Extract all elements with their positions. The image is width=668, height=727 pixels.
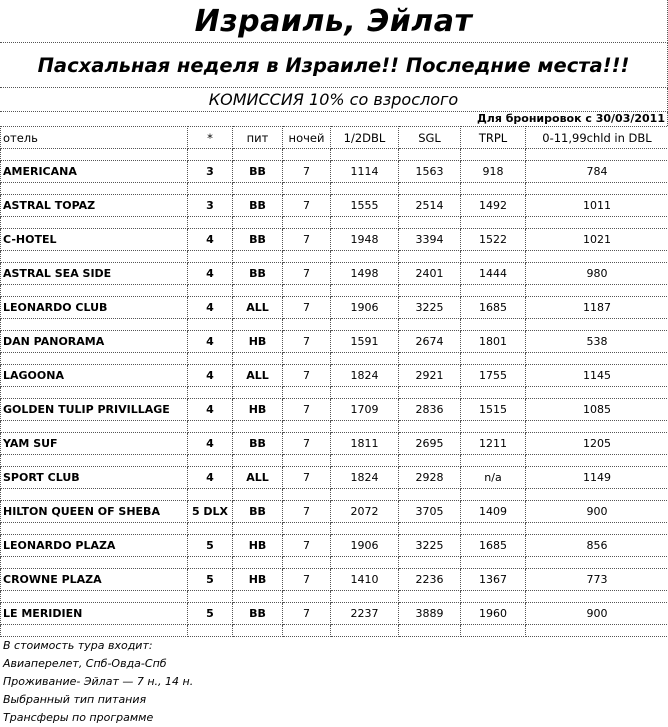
cell-meal: BB: [233, 433, 283, 455]
cell-nights: 7: [283, 229, 331, 251]
cell-stars: 3: [188, 195, 233, 217]
cell-hotel: ASTRAL TOPAZ: [1, 195, 188, 217]
empty-cell: [526, 319, 668, 331]
cell-child-dbl: 856: [526, 535, 668, 557]
column-header-nights: ночей: [283, 127, 331, 149]
cell-sgl: 3394: [399, 229, 461, 251]
cell-trpl: 1522: [461, 229, 526, 251]
hotel-price-table: [0, 126, 668, 637]
cell-hotel: DAN PANORAMA: [1, 331, 188, 353]
cell-hotel: YAM SUF: [1, 433, 188, 455]
spacer-row: [1, 251, 668, 263]
cell-stars: 5: [188, 603, 233, 625]
footer-line: Проживание- Эйлат — 7 н., 14 н.: [3, 673, 668, 691]
empty-cell: [233, 251, 283, 263]
empty-cell: [399, 489, 461, 501]
cell-trpl: n/a: [461, 467, 526, 489]
cell-nights: 7: [283, 161, 331, 183]
cell-hotel: LE MERIDIEN: [1, 603, 188, 625]
table-row: [1, 195, 668, 217]
empty-cell: [331, 557, 399, 569]
empty-cell: [188, 591, 233, 603]
cell-half-dbl: 1824: [331, 467, 399, 489]
cell-trpl: 1492: [461, 195, 526, 217]
empty-cell: [526, 387, 668, 399]
empty-cell: [233, 353, 283, 365]
cell-trpl: 1960: [461, 603, 526, 625]
cell-sgl: 2695: [399, 433, 461, 455]
empty-cell: [1, 319, 188, 331]
cell-half-dbl: 2072: [331, 501, 399, 523]
empty-cell: [331, 285, 399, 297]
empty-cell: [233, 489, 283, 501]
empty-cell: [461, 149, 526, 161]
empty-cell: [1, 489, 188, 501]
cell-hotel: CROWNE PLAZA: [1, 569, 188, 591]
cell-meal: ALL: [233, 467, 283, 489]
empty-cell: [331, 625, 399, 637]
empty-cell: [461, 489, 526, 501]
empty-cell: [283, 353, 331, 365]
spacer-row: [1, 455, 668, 467]
empty-cell: [233, 523, 283, 535]
table-header-row: [1, 127, 668, 149]
cell-stars: 4: [188, 331, 233, 353]
cell-child-dbl: 1187: [526, 297, 668, 319]
empty-cell: [526, 251, 668, 263]
cell-hotel: LAGOONA: [1, 365, 188, 387]
spacer-row: [1, 489, 668, 501]
empty-cell: [399, 557, 461, 569]
empty-cell: [188, 217, 233, 229]
spacer-row: [1, 523, 668, 535]
empty-cell: [331, 421, 399, 433]
empty-cell: [461, 455, 526, 467]
empty-cell: [461, 557, 526, 569]
empty-cell: [331, 489, 399, 501]
empty-cell: [1, 251, 188, 263]
cell-meal: BB: [233, 229, 283, 251]
cell-sgl: 1563: [399, 161, 461, 183]
empty-cell: [399, 625, 461, 637]
cell-meal: HB: [233, 399, 283, 421]
page-title: Израиль, Эйлат: [0, 0, 668, 43]
commission-note: КОМИССИЯ 10% со взрослого: [0, 88, 668, 112]
empty-cell: [526, 625, 668, 637]
cell-stars: 5: [188, 569, 233, 591]
empty-cell: [399, 353, 461, 365]
empty-cell: [399, 421, 461, 433]
empty-cell: [1, 421, 188, 433]
cell-trpl: 1685: [461, 535, 526, 557]
table-row: [1, 467, 668, 489]
cell-stars: 4: [188, 467, 233, 489]
cell-child-dbl: 1011: [526, 195, 668, 217]
cell-meal: ALL: [233, 365, 283, 387]
cell-hotel: SPORT CLUB: [1, 467, 188, 489]
cell-nights: 7: [283, 399, 331, 421]
cell-nights: 7: [283, 433, 331, 455]
cell-hotel: HILTON QUEEN OF SHEBA: [1, 501, 188, 523]
spacer-row: [1, 183, 668, 195]
cell-sgl: 2514: [399, 195, 461, 217]
empty-cell: [526, 183, 668, 195]
spacer-row: [1, 387, 668, 399]
empty-cell: [188, 387, 233, 399]
table-row: [1, 433, 668, 455]
empty-cell: [233, 319, 283, 331]
cell-trpl: 1211: [461, 433, 526, 455]
cell-nights: 7: [283, 263, 331, 285]
cell-half-dbl: 1811: [331, 433, 399, 455]
empty-cell: [1, 625, 188, 637]
empty-cell: [526, 455, 668, 467]
spacer-row: [1, 319, 668, 331]
empty-cell: [188, 557, 233, 569]
empty-cell: [461, 251, 526, 263]
cell-trpl: 1801: [461, 331, 526, 353]
empty-cell: [283, 591, 331, 603]
empty-cell: [399, 285, 461, 297]
empty-cell: [233, 149, 283, 161]
cell-sgl: 2928: [399, 467, 461, 489]
cell-nights: 7: [283, 535, 331, 557]
table-row: [1, 297, 668, 319]
column-header-meal: пит: [233, 127, 283, 149]
empty-cell: [461, 285, 526, 297]
cell-sgl: 2674: [399, 331, 461, 353]
cell-child-dbl: 773: [526, 569, 668, 591]
empty-cell: [399, 523, 461, 535]
empty-cell: [461, 319, 526, 331]
empty-cell: [188, 285, 233, 297]
empty-cell: [461, 387, 526, 399]
cell-trpl: 1515: [461, 399, 526, 421]
empty-cell: [283, 523, 331, 535]
cell-half-dbl: 1906: [331, 535, 399, 557]
cell-sgl: 3705: [399, 501, 461, 523]
table-row: [1, 535, 668, 557]
cell-hotel: GOLDEN TULIP PRIVILLAGE: [1, 399, 188, 421]
empty-cell: [399, 183, 461, 195]
cell-meal: BB: [233, 161, 283, 183]
empty-cell: [233, 455, 283, 467]
cell-trpl: 1409: [461, 501, 526, 523]
footer-line: Авиаперелет, Спб-Овда-Спб: [3, 655, 668, 673]
cell-trpl: 1367: [461, 569, 526, 591]
empty-cell: [188, 319, 233, 331]
footer-line: В стоимость тура входит:: [3, 637, 668, 655]
table-row: [1, 161, 668, 183]
cell-meal: HB: [233, 535, 283, 557]
column-header-stars: *: [188, 127, 233, 149]
empty-cell: [233, 285, 283, 297]
spacer-row: [1, 557, 668, 569]
empty-cell: [461, 183, 526, 195]
cell-hotel: LEONARDO PLAZA: [1, 535, 188, 557]
empty-cell: [399, 591, 461, 603]
cell-half-dbl: 1824: [331, 365, 399, 387]
empty-cell: [331, 523, 399, 535]
cell-nights: 7: [283, 297, 331, 319]
empty-cell: [331, 217, 399, 229]
table-row: [1, 331, 668, 353]
empty-cell: [331, 183, 399, 195]
empty-cell: [233, 387, 283, 399]
cell-sgl: 3889: [399, 603, 461, 625]
empty-cell: [233, 217, 283, 229]
spacer-row: [1, 421, 668, 433]
cell-stars: 4: [188, 229, 233, 251]
empty-cell: [526, 489, 668, 501]
spacer-row: [1, 591, 668, 603]
empty-cell: [283, 387, 331, 399]
empty-cell: [461, 217, 526, 229]
cell-child-dbl: 900: [526, 501, 668, 523]
cell-meal: HB: [233, 569, 283, 591]
cell-sgl: 2921: [399, 365, 461, 387]
cell-half-dbl: 1591: [331, 331, 399, 353]
empty-cell: [461, 353, 526, 365]
cell-half-dbl: 1709: [331, 399, 399, 421]
empty-cell: [1, 353, 188, 365]
page-subtitle: Пасхальная неделя в Израиле!! Последние места!!!: [0, 43, 668, 88]
empty-cell: [283, 183, 331, 195]
cell-half-dbl: 1555: [331, 195, 399, 217]
empty-cell: [283, 557, 331, 569]
column-header-sgl: SGL: [399, 127, 461, 149]
column-header-child-dbl: 0-11,99chld in DBL: [526, 127, 668, 149]
empty-cell: [188, 489, 233, 501]
empty-cell: [233, 591, 283, 603]
cell-hotel: ASTRAL SEA SIDE: [1, 263, 188, 285]
empty-cell: [283, 625, 331, 637]
table-row: [1, 569, 668, 591]
empty-cell: [331, 353, 399, 365]
empty-cell: [233, 421, 283, 433]
cell-child-dbl: 538: [526, 331, 668, 353]
column-header-trpl: TRPL: [461, 127, 526, 149]
spacer-row: [1, 217, 668, 229]
cell-nights: 7: [283, 569, 331, 591]
empty-cell: [331, 591, 399, 603]
footer-line: Трансферы по программе: [3, 709, 668, 727]
cell-sgl: 3225: [399, 535, 461, 557]
empty-cell: [283, 251, 331, 263]
cell-half-dbl: 1906: [331, 297, 399, 319]
empty-cell: [526, 591, 668, 603]
spacer-row: [1, 149, 668, 161]
empty-cell: [331, 319, 399, 331]
empty-cell: [1, 591, 188, 603]
cell-child-dbl: 1205: [526, 433, 668, 455]
spacer-row: [1, 625, 668, 637]
empty-cell: [1, 285, 188, 297]
table-row: [1, 399, 668, 421]
empty-cell: [1, 523, 188, 535]
empty-cell: [461, 625, 526, 637]
cell-trpl: 1444: [461, 263, 526, 285]
cell-hotel: C-HOTEL: [1, 229, 188, 251]
empty-cell: [461, 523, 526, 535]
cell-trpl: 1685: [461, 297, 526, 319]
empty-cell: [399, 149, 461, 161]
table-row: [1, 501, 668, 523]
empty-cell: [1, 455, 188, 467]
empty-cell: [399, 319, 461, 331]
booking-date-note: Для бронировок с 30/03/2011: [0, 112, 668, 126]
empty-cell: [331, 251, 399, 263]
cell-stars: 5 DLX: [188, 501, 233, 523]
empty-cell: [1, 183, 188, 195]
empty-cell: [399, 387, 461, 399]
empty-cell: [331, 387, 399, 399]
empty-cell: [188, 353, 233, 365]
cell-half-dbl: 2237: [331, 603, 399, 625]
cell-meal: HB: [233, 331, 283, 353]
cell-child-dbl: 784: [526, 161, 668, 183]
empty-cell: [283, 285, 331, 297]
cell-child-dbl: 1085: [526, 399, 668, 421]
empty-cell: [188, 149, 233, 161]
empty-cell: [1, 557, 188, 569]
spacer-row: [1, 285, 668, 297]
cell-half-dbl: 1114: [331, 161, 399, 183]
cell-nights: 7: [283, 195, 331, 217]
empty-cell: [283, 149, 331, 161]
cell-stars: 4: [188, 399, 233, 421]
cell-child-dbl: 1149: [526, 467, 668, 489]
empty-cell: [188, 523, 233, 535]
empty-cell: [526, 285, 668, 297]
cell-nights: 7: [283, 331, 331, 353]
empty-cell: [188, 251, 233, 263]
empty-cell: [461, 591, 526, 603]
empty-cell: [1, 149, 188, 161]
cell-sgl: 3225: [399, 297, 461, 319]
cell-child-dbl: 1145: [526, 365, 668, 387]
table-row: [1, 365, 668, 387]
cell-child-dbl: 900: [526, 603, 668, 625]
empty-cell: [233, 557, 283, 569]
cell-child-dbl: 1021: [526, 229, 668, 251]
empty-cell: [526, 523, 668, 535]
empty-cell: [283, 217, 331, 229]
column-header-hotel: отель: [1, 127, 188, 149]
empty-cell: [188, 183, 233, 195]
tour-includes: [0, 637, 668, 727]
cell-meal: BB: [233, 195, 283, 217]
cell-nights: 7: [283, 365, 331, 387]
empty-cell: [283, 421, 331, 433]
empty-cell: [461, 421, 526, 433]
column-header-half-dbl: 1/2DBL: [331, 127, 399, 149]
cell-half-dbl: 1498: [331, 263, 399, 285]
cell-stars: 5: [188, 535, 233, 557]
empty-cell: [526, 557, 668, 569]
cell-hotel: AMERICANA: [1, 161, 188, 183]
cell-hotel: LEONARDO CLUB: [1, 297, 188, 319]
cell-stars: 4: [188, 297, 233, 319]
cell-sgl: 2401: [399, 263, 461, 285]
table-row: [1, 263, 668, 285]
cell-meal: BB: [233, 603, 283, 625]
cell-nights: 7: [283, 501, 331, 523]
empty-cell: [233, 625, 283, 637]
table-row: [1, 229, 668, 251]
empty-cell: [233, 183, 283, 195]
cell-sgl: 2236: [399, 569, 461, 591]
cell-half-dbl: 1410: [331, 569, 399, 591]
cell-half-dbl: 1948: [331, 229, 399, 251]
cell-meal: BB: [233, 501, 283, 523]
cell-stars: 4: [188, 433, 233, 455]
cell-trpl: 918: [461, 161, 526, 183]
empty-cell: [526, 149, 668, 161]
empty-cell: [1, 387, 188, 399]
cell-sgl: 2836: [399, 399, 461, 421]
cell-stars: 4: [188, 365, 233, 387]
empty-cell: [283, 489, 331, 501]
cell-nights: 7: [283, 603, 331, 625]
empty-cell: [331, 455, 399, 467]
table-row: [1, 603, 668, 625]
cell-stars: 3: [188, 161, 233, 183]
cell-child-dbl: 980: [526, 263, 668, 285]
empty-cell: [526, 421, 668, 433]
empty-cell: [283, 455, 331, 467]
empty-cell: [283, 319, 331, 331]
empty-cell: [399, 455, 461, 467]
cell-stars: 4: [188, 263, 233, 285]
empty-cell: [188, 421, 233, 433]
empty-cell: [526, 353, 668, 365]
spacer-row: [1, 353, 668, 365]
footer-line: Выбранный тип питания: [3, 691, 668, 709]
cell-meal: BB: [233, 263, 283, 285]
empty-cell: [399, 251, 461, 263]
empty-cell: [399, 217, 461, 229]
empty-cell: [526, 217, 668, 229]
empty-cell: [188, 455, 233, 467]
cell-nights: 7: [283, 467, 331, 489]
empty-cell: [331, 149, 399, 161]
empty-cell: [1, 217, 188, 229]
cell-meal: ALL: [233, 297, 283, 319]
empty-cell: [188, 625, 233, 637]
cell-trpl: 1755: [461, 365, 526, 387]
